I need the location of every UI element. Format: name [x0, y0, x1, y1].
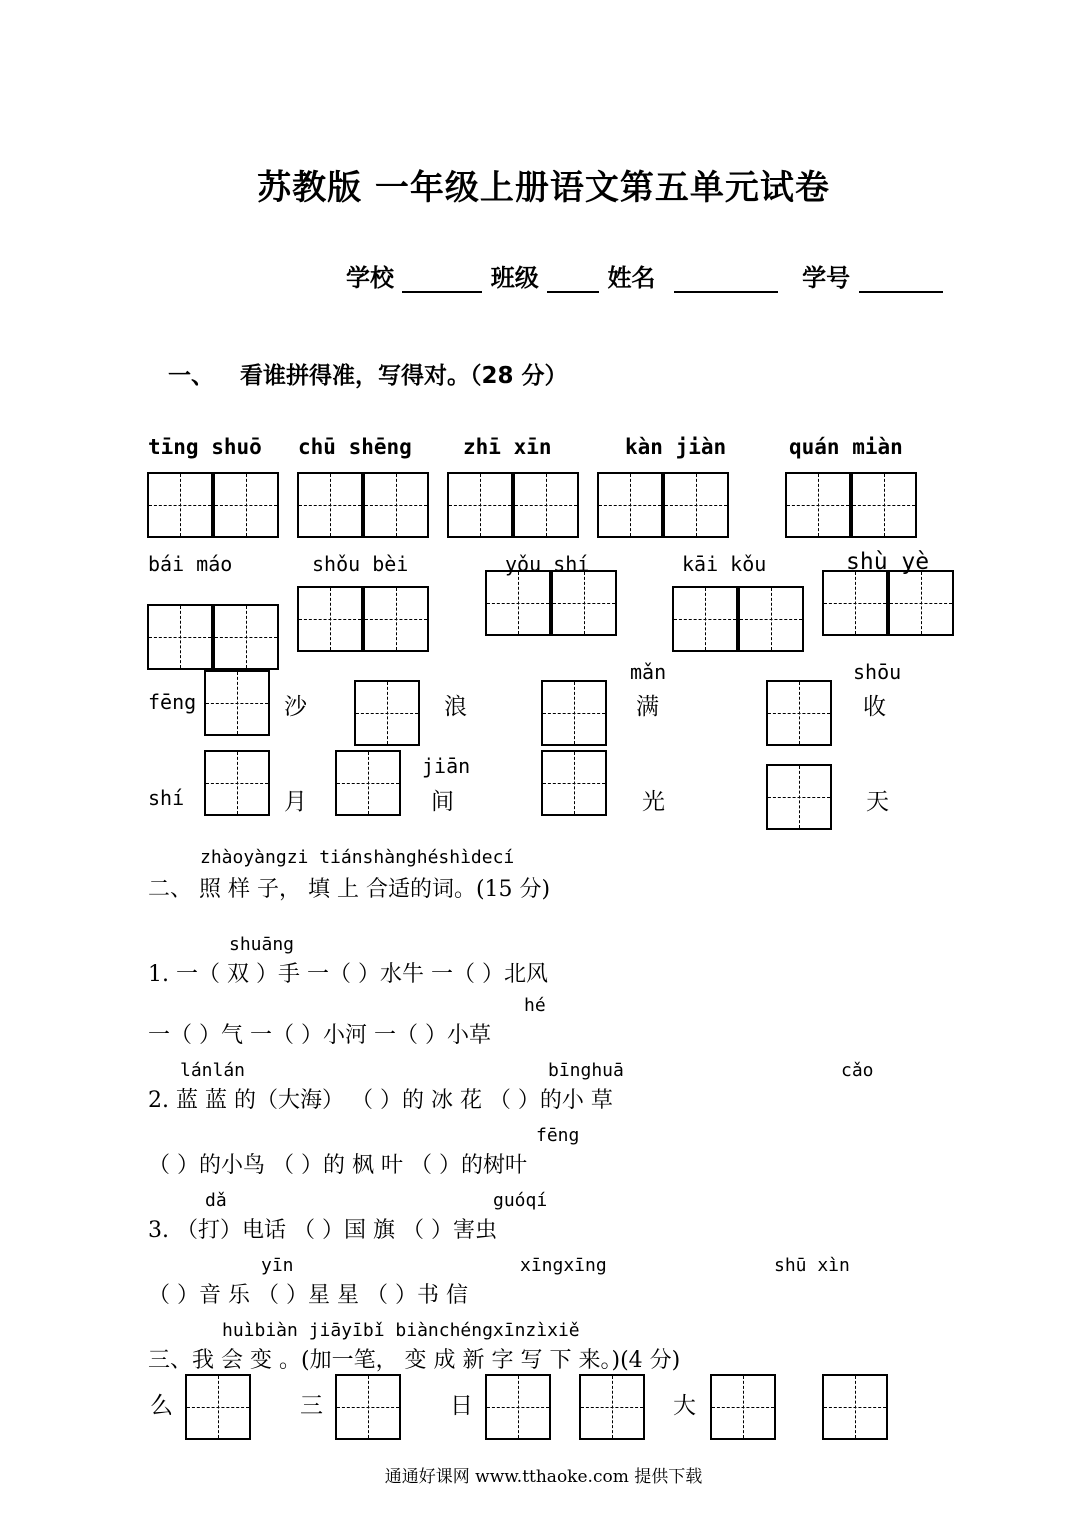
pinyin-word: quán miàn: [789, 435, 903, 459]
section-1-title: 看谁拼得准，写得对。（28 分）: [240, 363, 568, 389]
pinyin-word: kāi kǒu: [682, 552, 767, 576]
tianzige-box[interactable]: [354, 680, 420, 746]
section-3-title: 三、我 会 变 。(加一笔， 变 成 新 字 写 下 来。)(4 分): [148, 1348, 681, 1373]
pinyin-word: xīngxīng: [520, 1255, 607, 1276]
question-line: 3. （打）电话 （ ）国 旗 （ ）害虫: [148, 1218, 497, 1243]
character: 满: [636, 694, 659, 720]
tianzige-box[interactable]: [541, 680, 607, 746]
number-label: 学号: [802, 264, 851, 292]
character: 三: [300, 1393, 323, 1419]
tianzige-box[interactable]: [335, 1374, 401, 1440]
footer-text: 通通好课网 www.tthaoke.com 提供下载: [384, 1467, 703, 1487]
pinyin-word: jiān: [422, 754, 471, 778]
character: 沙: [284, 694, 307, 720]
character: 间: [431, 789, 454, 815]
character: 日: [450, 1393, 473, 1419]
pinyin-word: dǎ: [205, 1190, 227, 1211]
pinyin-word: shù yè: [846, 549, 930, 575]
section-2-pinyin: zhàoyàngzi tiánshànghéshìdecí: [200, 847, 515, 868]
name-blank[interactable]: [674, 265, 778, 293]
pinyin-word: bīnghuā: [548, 1060, 624, 1081]
character: 大: [673, 1393, 696, 1419]
pinyin-word: guóqí: [493, 1190, 548, 1211]
school-blank[interactable]: [402, 265, 482, 293]
question-line: （ ）音 乐 （ ）星 星 （ ）书 信: [148, 1283, 468, 1308]
tianzige-box[interactable]: [485, 1374, 551, 1440]
tianzige-box[interactable]: [710, 1374, 776, 1440]
pinyin-word: shōu: [853, 660, 902, 684]
tianzige-pair[interactable]: [147, 604, 279, 670]
tianzige-box[interactable]: [335, 750, 401, 816]
pinyin-word: shǒu bèi: [312, 552, 409, 576]
tianzige-pair[interactable]: [297, 586, 429, 652]
question-line: 1. 一（ 双 ）手 一（ ）水牛 一（ ）北风: [148, 962, 548, 987]
pinyin-word: hé: [524, 995, 546, 1016]
pinyin-word: fēng: [536, 1125, 580, 1146]
tianzige-box[interactable]: [766, 680, 832, 746]
character: 月: [284, 789, 307, 815]
pinyin-word: fēng: [148, 690, 197, 714]
tianzige-pair[interactable]: [485, 570, 617, 636]
section-1-number: 一、: [168, 363, 214, 389]
student-info: [346, 258, 943, 293]
pinyin-word: shí: [148, 786, 185, 810]
character: 收: [863, 694, 886, 720]
tianzige-box[interactable]: [579, 1374, 645, 1440]
pinyin-word: kàn jiàn: [625, 435, 727, 459]
question-line: （ ）的小鸟 （ ）的 枫 叶 （ ）的树叶: [148, 1153, 527, 1178]
pinyin-word: mǎn: [630, 660, 667, 684]
question-line: 2. 蓝 蓝 的（大海） （ ）的 冰 花 （ ）的小 草: [148, 1088, 613, 1113]
school-label: 学校: [346, 264, 394, 292]
character: 么: [150, 1393, 173, 1419]
pinyin-word: bái máo: [148, 552, 233, 576]
tianzige-pair[interactable]: [672, 586, 804, 652]
section-2-title: 二、 照 样 子， 填 上 合适的词。(15 分): [148, 877, 551, 902]
section-3-pinyin: huìbiàn jiāyībǐ biànchéngxīnzìxiě: [222, 1320, 580, 1341]
pinyin-word: chū shēng: [298, 435, 412, 459]
tianzige-pair[interactable]: [147, 472, 279, 538]
class-blank[interactable]: [547, 265, 599, 293]
pinyin-word: tīng shuō: [148, 435, 262, 459]
tianzige-box[interactable]: [766, 764, 832, 830]
tianzige-box[interactable]: [185, 1374, 251, 1440]
character: 光: [642, 789, 665, 815]
tianzige-box[interactable]: [204, 750, 270, 816]
tianzige-box[interactable]: [541, 750, 607, 816]
tianzige-pair[interactable]: [785, 472, 917, 538]
pinyin-word: yīn: [261, 1255, 294, 1276]
pinyin-word: shuāng: [229, 934, 295, 955]
number-blank[interactable]: [859, 265, 943, 293]
character: 天: [866, 789, 889, 815]
tianzige-box[interactable]: [204, 670, 270, 736]
pinyin-word: yǒu shí: [505, 552, 590, 576]
character: 浪: [444, 694, 467, 720]
pinyin-word: lánlán: [180, 1060, 246, 1081]
question-line: 一（ ）气 一（ ）小河 一（ ）小草: [148, 1023, 491, 1048]
page-title: 苏教版 一年级上册语文第五单元试卷: [257, 168, 830, 208]
pinyin-word: shū xìn: [774, 1255, 850, 1276]
tianzige-box[interactable]: [822, 1374, 888, 1440]
pinyin-word: zhī xīn: [463, 435, 552, 459]
tianzige-pair[interactable]: [447, 472, 579, 538]
tianzige-pair[interactable]: [297, 472, 429, 538]
tianzige-pair[interactable]: [822, 570, 954, 636]
class-label: 班级: [490, 264, 539, 292]
pinyin-word: cǎo: [841, 1060, 874, 1081]
tianzige-pair[interactable]: [597, 472, 729, 538]
name-label: 姓名: [607, 264, 656, 292]
